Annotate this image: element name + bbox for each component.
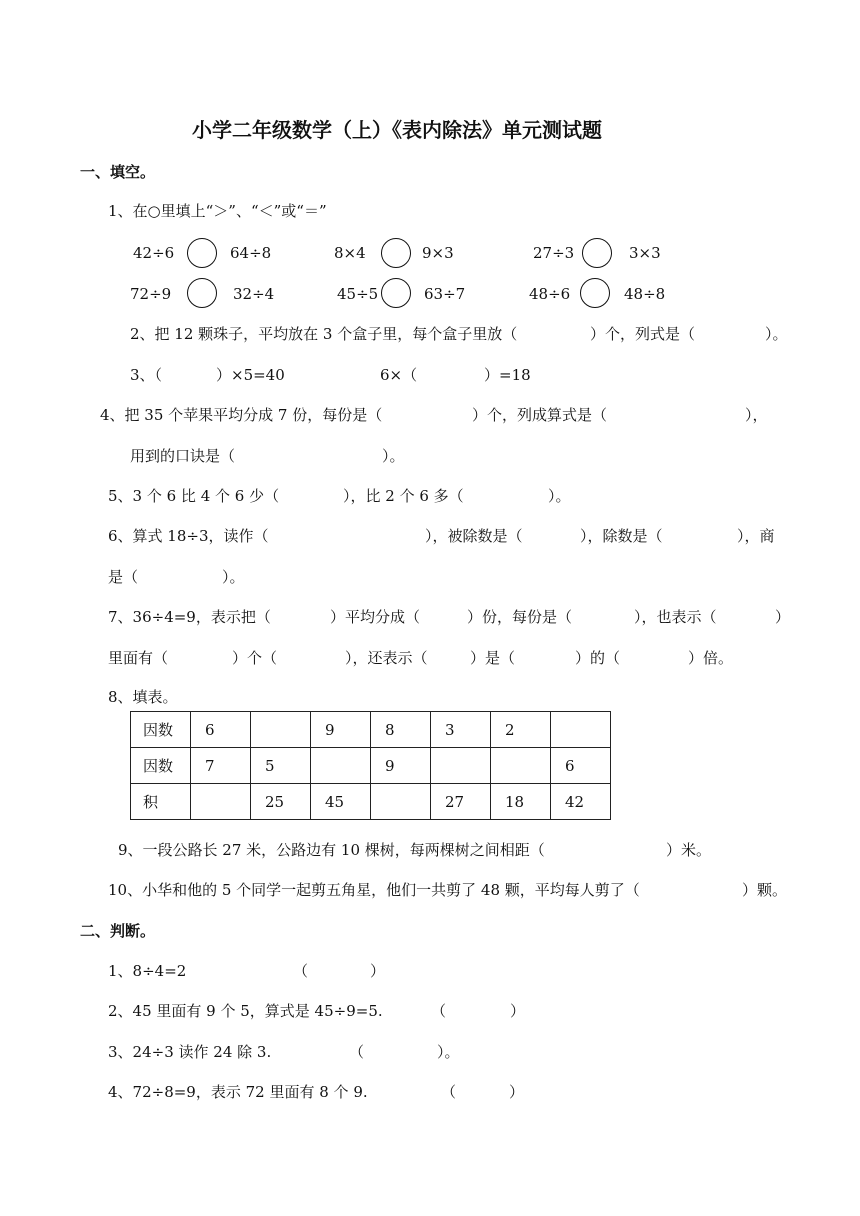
q1-answer-circle[interactable] xyxy=(381,238,411,268)
q3-text: 6×（ xyxy=(380,366,418,384)
q4-text: ）， xyxy=(745,406,768,424)
judge-bracket-open[interactable]: （ xyxy=(431,1002,447,1020)
table-cell[interactable]: 18 xyxy=(491,784,551,820)
q7-text: ）份，每份是（ xyxy=(467,608,573,626)
q7-text: ）平均分成（ xyxy=(330,608,421,626)
factor-product-table xyxy=(130,711,611,820)
q3-text: 3、（ xyxy=(130,366,163,384)
q5-text: ）。 xyxy=(548,487,571,505)
section-heading-fill-in: 一、填空。 xyxy=(80,163,156,181)
q7-text: ） xyxy=(775,608,791,626)
q5-text: ），比 2 个 6 多（ xyxy=(343,487,464,505)
table-cell[interactable]: 8 xyxy=(371,712,431,748)
judge-bracket-close: ）。 xyxy=(437,1043,460,1061)
q4-text: 用到的口诀是（ xyxy=(130,447,236,465)
q6-text: ），商 xyxy=(737,527,775,545)
q5-text: 5、3 个 6 比 4 个 6 少（ xyxy=(108,487,280,505)
q6-text: ），被除数是（ xyxy=(425,527,523,545)
q4-text: 4、把 35 个苹果平均分成 7 份，每份是（ xyxy=(100,406,383,424)
q1-right-expr: 3×3 xyxy=(629,244,661,262)
q4-text: ）。 xyxy=(382,447,405,465)
table-cell[interactable]: 42 xyxy=(551,784,611,820)
q3-text: ）=18 xyxy=(484,366,531,384)
page-title: 小学二年级数学（上）《表内除法》单元测试题 xyxy=(192,118,602,142)
q7-text: ）是（ xyxy=(470,649,516,667)
q1-answer-circle[interactable] xyxy=(381,278,411,308)
table-cell[interactable] xyxy=(311,748,371,784)
judge-statement: 2、45 里面有 9 个 5，算式是 45÷9=5. xyxy=(108,1002,383,1020)
table-cell[interactable] xyxy=(251,712,311,748)
section-heading-true-false: 二、判断。 xyxy=(80,922,156,940)
q1-answer-circle[interactable] xyxy=(187,278,217,308)
judge-statement: 4、72÷8=9，表示 72 里面有 8 个 9. xyxy=(108,1083,368,1101)
q2-text: 2、把 12 颗珠子，平均放在 3 个盒子里，每个盒子里放（ xyxy=(130,325,518,343)
q7-text: 7、36÷4=9，表示把（ xyxy=(108,608,271,626)
q1-left-expr: 42÷6 xyxy=(133,244,175,262)
table-cell[interactable]: 6 xyxy=(551,748,611,784)
table-cell[interactable]: 9 xyxy=(311,712,371,748)
q2-text: ）个，列式是（ xyxy=(590,325,696,343)
judge-statement: 3、24÷3 读作 24 除 3. xyxy=(108,1043,272,1061)
q7-text: ），也表示（ xyxy=(634,608,717,626)
q1-answer-circle[interactable] xyxy=(582,238,612,268)
q1-instruction: 1、在○里填上“＞”、“＜”或“＝” xyxy=(108,202,327,220)
judge-bracket-open[interactable]: （ xyxy=(441,1083,457,1101)
judge-bracket-open[interactable]: （ xyxy=(349,1043,365,1061)
row-header: 因数 xyxy=(131,712,191,748)
q9-text: ）米。 xyxy=(666,841,712,859)
table-cell[interactable] xyxy=(371,784,431,820)
row-header: 积 xyxy=(131,784,191,820)
judge-bracket-open[interactable]: （ xyxy=(293,962,309,980)
q7-text: ）个（ xyxy=(232,649,278,667)
judge-bracket-close: ） xyxy=(509,1083,525,1101)
q1-left-expr: 48÷6 xyxy=(529,285,571,303)
table-cell[interactable]: 7 xyxy=(191,748,251,784)
q1-left-expr: 8×4 xyxy=(334,244,366,262)
table-row xyxy=(131,748,611,784)
table-cell[interactable] xyxy=(431,748,491,784)
q8-instruction: 8、填表。 xyxy=(108,688,178,706)
q7-text: ）倍。 xyxy=(688,649,734,667)
q2-text: ）。 xyxy=(765,325,788,343)
table-cell[interactable] xyxy=(491,748,551,784)
table-cell[interactable]: 6 xyxy=(191,712,251,748)
q10-text: ）颗。 xyxy=(742,881,788,899)
q10-text: 10、小华和他的 5 个同学一起剪五角星，他们一共剪了 48 颗，平均每人剪了（ xyxy=(108,881,640,899)
table-row xyxy=(131,712,611,748)
q6-text: 是（ xyxy=(108,568,139,586)
q7-text: 里面有（ xyxy=(108,649,169,667)
table-cell[interactable]: 25 xyxy=(251,784,311,820)
q1-right-expr: 63÷7 xyxy=(424,285,466,303)
table-cell[interactable]: 9 xyxy=(371,748,431,784)
judge-statement: 1、8÷4=2 xyxy=(108,962,187,980)
q1-left-expr: 45÷5 xyxy=(337,285,379,303)
q1-left-expr: 72÷9 xyxy=(130,285,172,303)
table-cell[interactable]: 45 xyxy=(311,784,371,820)
q4-text: ）个，列成算式是（ xyxy=(472,406,608,424)
q6-text: ）。 xyxy=(222,568,245,586)
q1-right-expr: 9×3 xyxy=(422,244,454,262)
table-cell[interactable]: 5 xyxy=(251,748,311,784)
q1-left-expr: 27÷3 xyxy=(533,244,575,262)
table-cell[interactable] xyxy=(191,784,251,820)
q7-text: ）的（ xyxy=(575,649,621,667)
judge-bracket-close: ） xyxy=(370,962,386,980)
q3-text: ）×5=40 xyxy=(216,366,285,384)
q6-text: 6、算式 18÷3，读作（ xyxy=(108,527,269,545)
row-header: 因数 xyxy=(131,748,191,784)
q1-right-expr: 32÷4 xyxy=(233,285,275,303)
table-cell[interactable]: 3 xyxy=(431,712,491,748)
q1-right-expr: 64÷8 xyxy=(230,244,272,262)
q9-text: 9、一段公路长 27 米，公路边有 10 棵树，每两棵树之间相距（ xyxy=(118,841,545,859)
q1-answer-circle[interactable] xyxy=(187,238,217,268)
q7-text: ），还表示（ xyxy=(345,649,428,667)
q1-answer-circle[interactable] xyxy=(580,278,610,308)
table-cell[interactable] xyxy=(551,712,611,748)
q1-right-expr: 48÷8 xyxy=(624,285,666,303)
table-cell[interactable]: 2 xyxy=(491,712,551,748)
judge-bracket-close: ） xyxy=(510,1002,526,1020)
table-cell[interactable]: 27 xyxy=(431,784,491,820)
table-row xyxy=(131,784,611,820)
q6-text: ），除数是（ xyxy=(580,527,663,545)
